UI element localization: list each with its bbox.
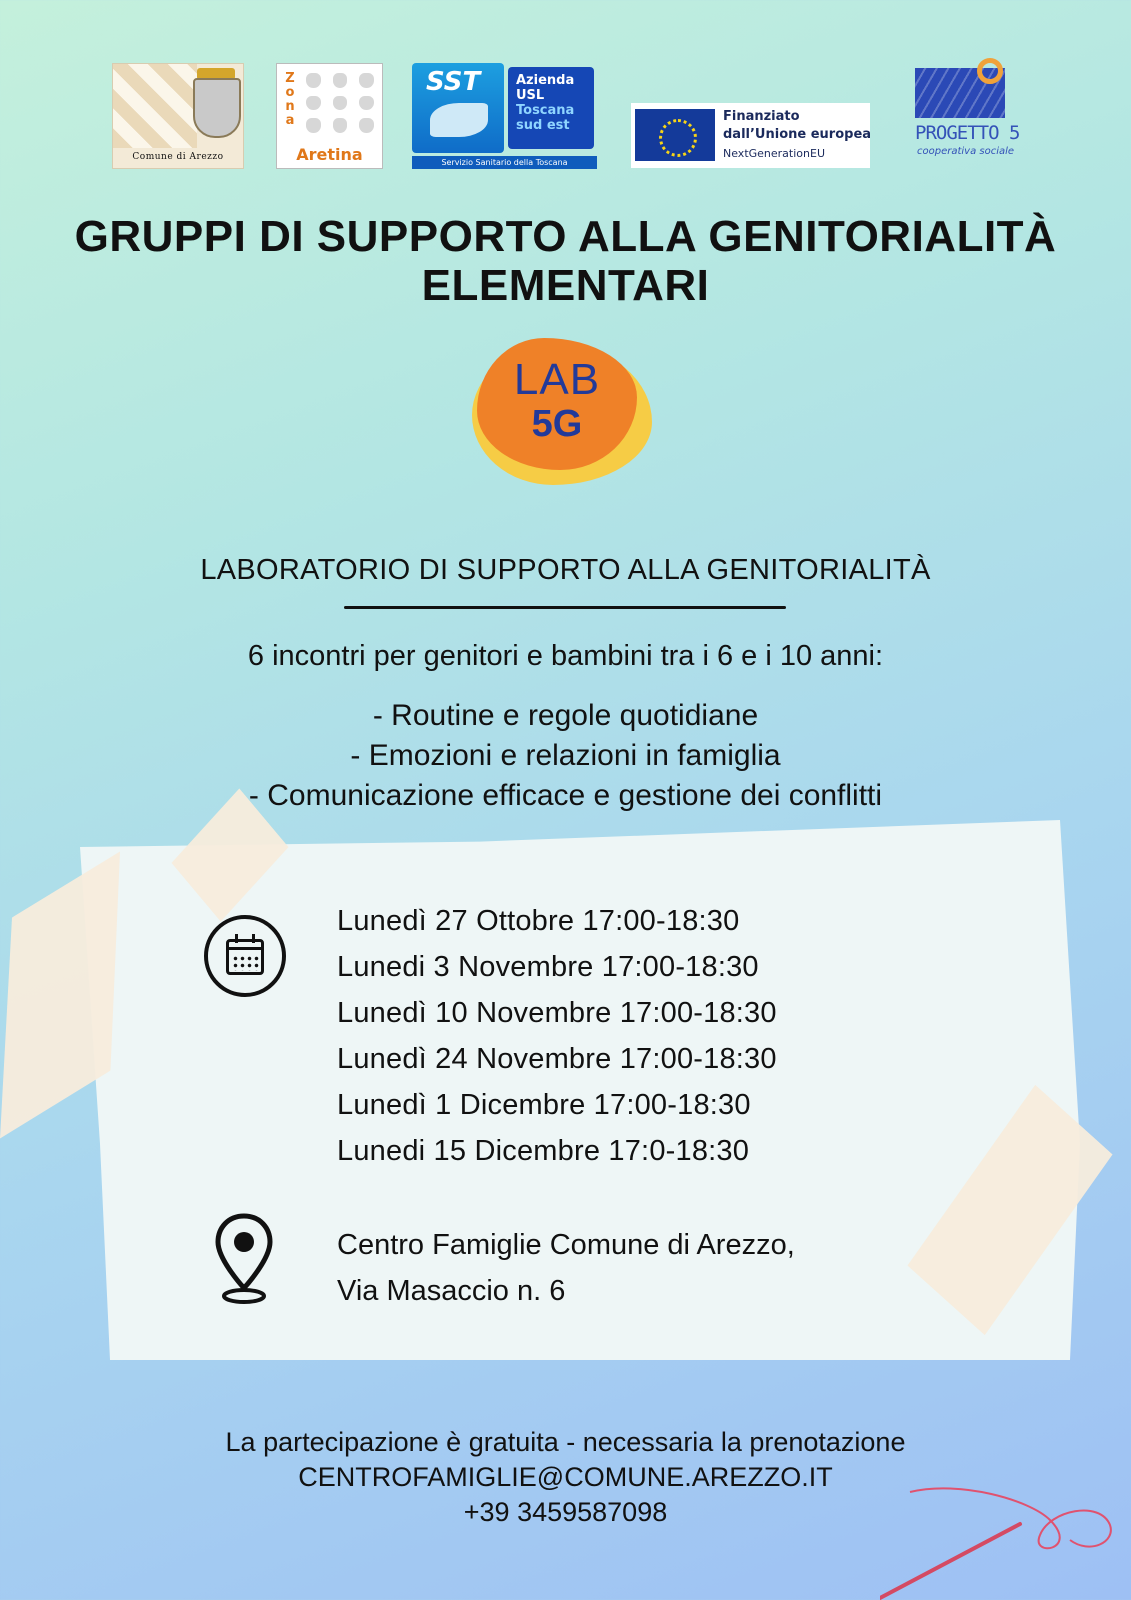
title-line2: ELEMENTARI [421,261,710,310]
dates-list [337,898,777,1174]
progetto5-logo [915,58,1020,176]
usl-label: Azienda USL Toscana sud est [508,67,594,149]
progetto5-sub: cooperativa sociale [917,146,1015,157]
partner-logos [0,58,1131,178]
lab5g-logo [472,333,657,493]
footer-note: La partecipazione è gratuita - necessaria la prenotazione [225,1427,906,1457]
comune-label: Comune di Arezzo [132,152,224,162]
sst-label: SST [426,67,481,97]
bird-icon [430,103,488,137]
eu-line2: dall’Unione europea [723,127,872,142]
topic-item: - Emozioni e relazioni in famiglia [350,739,781,772]
divider [344,606,786,609]
address-line2: Via Masaccio n. 6 [337,1275,566,1307]
topic-item: - Routine e regole quotidiane [372,699,759,732]
date-item: Lunedì 27 Ottobre 17:00-18:30 [337,905,740,937]
horse-shield-icon [193,78,241,138]
eu-line3: NextGenerationEU [723,147,825,160]
title-line1: GRUPPI DI SUPPORTO ALLA GENITORIALITÀ [74,212,1057,261]
page-title [0,212,1131,310]
contact-phone[interactable]: +39 3459587098 [463,1497,668,1527]
address-line1: Centro Famiglie Comune di Arezzo, [337,1229,795,1261]
municipal-crests-icon [301,70,379,136]
usl-toscana-logo [412,63,597,169]
date-item: Lunedi 3 Novembre 17:00-18:30 [337,951,759,983]
contact-email[interactable]: CENTROFAMIGLIE@COMUNE.AREZZO.IT [298,1462,833,1492]
5g-text: 5G [531,403,583,445]
eu-flag-icon [635,109,715,161]
eu-funding-logo [631,103,870,168]
zona-label: Aretina [296,145,363,164]
location-pin-icon [212,1212,276,1308]
date-item: Lunedì 10 Novembre 17:00-18:30 [337,997,777,1029]
needle-thread-icon [880,1480,1131,1600]
date-item: Lunedi 15 Dicembre 17:0-18:30 [337,1135,750,1167]
date-item: Lunedì 24 Novembre 17:00-18:30 [337,1043,777,1075]
comune-arezzo-logo [112,63,244,169]
lab-text: LAB [513,355,601,404]
subtitle: LABORATORIO DI SUPPORTO ALLA GENITORIALITÀ [200,554,931,586]
date-item: Lunedì 1 Dicembre 17:00-18:30 [337,1089,751,1121]
intro-text: 6 incontri per genitori e bambini tra i 6 e i 10 anni: [247,640,884,672]
topic-item: - Comunicazione efficace e gestione dei conflitti [248,779,883,812]
zona-aretina-logo [276,63,383,169]
eu-line1: Finanziato [723,109,800,124]
calendar-icon [204,915,286,997]
topics-list [0,696,1131,816]
address [337,1222,795,1314]
spiral-sun-icon [977,58,1003,84]
progetto5-label: PROGETTO 5 [915,122,1020,144]
sst-footer: Servizio Sanitario della Toscana [412,156,597,169]
zona-vertical-text: Z o n a [285,71,295,128]
